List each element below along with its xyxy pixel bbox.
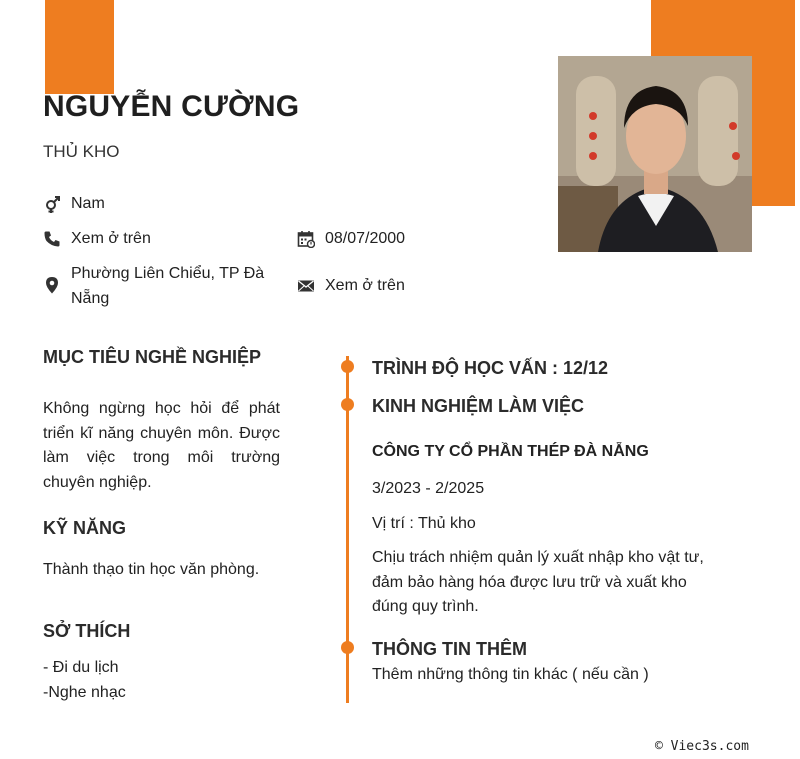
phone-value: Xem ở trên	[71, 230, 151, 247]
timeline-dot	[341, 398, 354, 411]
experience-heading: KINH NGHIỆM LÀM VIỆC	[372, 396, 585, 416]
timeline-dot	[341, 360, 354, 373]
gender-icon	[43, 195, 61, 213]
email-value: Xem ở trên	[325, 277, 405, 294]
skills-heading: KỸ NĂNG	[43, 518, 127, 538]
additional-text: Thêm những thông tin khác ( nếu cần )	[372, 666, 649, 683]
work-period: 3/2023 - 2/2025	[372, 480, 485, 497]
candidate-name: NGUYỄN CƯỜNG	[43, 90, 300, 123]
education-heading: TRÌNH ĐỘ HỌC VẤN : 12/12	[372, 358, 609, 378]
timeline-dot	[341, 641, 354, 654]
phone-row	[43, 226, 151, 251]
additional-heading: THÔNG TIN THÊM	[372, 639, 527, 659]
address-row	[43, 261, 283, 311]
profile-photo	[558, 56, 752, 252]
objective-heading: MỤC TIÊU NGHỀ NGHIỆP	[43, 347, 262, 367]
gender-row	[43, 191, 105, 216]
decorative-bar-left	[45, 0, 114, 94]
objective-text: Không ngừng học hỏi để phát triển kĩ năng chuyên môn. Được làm việc trong môi trường chuyên nghiệp.	[43, 400, 280, 491]
company-name: CÔNG TY CỔ PHẦN THÉP ĐÀ NẴNG	[372, 443, 649, 460]
watermark: © Viec3s.com	[655, 739, 749, 754]
phone-icon	[43, 230, 61, 248]
skills-text: Thành thạo tin học văn phòng.	[43, 561, 260, 578]
hobbies-heading: SỞ THÍCH	[43, 621, 131, 641]
hobby-item: -Nghe nhạc	[43, 684, 126, 701]
job-title: THỦ KHO	[43, 142, 120, 161]
address-value: Phường Liên Chiểu, TP Đà Nẵng	[71, 265, 265, 307]
gender-value: Nam	[71, 195, 105, 212]
birthday-row	[297, 226, 405, 251]
hobby-item: - Đi du lịch	[43, 659, 119, 676]
email-row	[297, 273, 405, 298]
location-icon	[43, 276, 61, 294]
birthday-value: 08/07/2000	[325, 230, 406, 247]
envelope-icon	[297, 277, 315, 295]
calendar-icon	[297, 230, 315, 248]
work-position: Vị trí : Thủ kho	[372, 515, 476, 532]
work-description: Chịu trách nhiệm quản lý xuất nhập kho vật tư, đảm bảo hàng hóa được lưu trữ và xuất kho đúng quy trình.	[372, 549, 704, 615]
